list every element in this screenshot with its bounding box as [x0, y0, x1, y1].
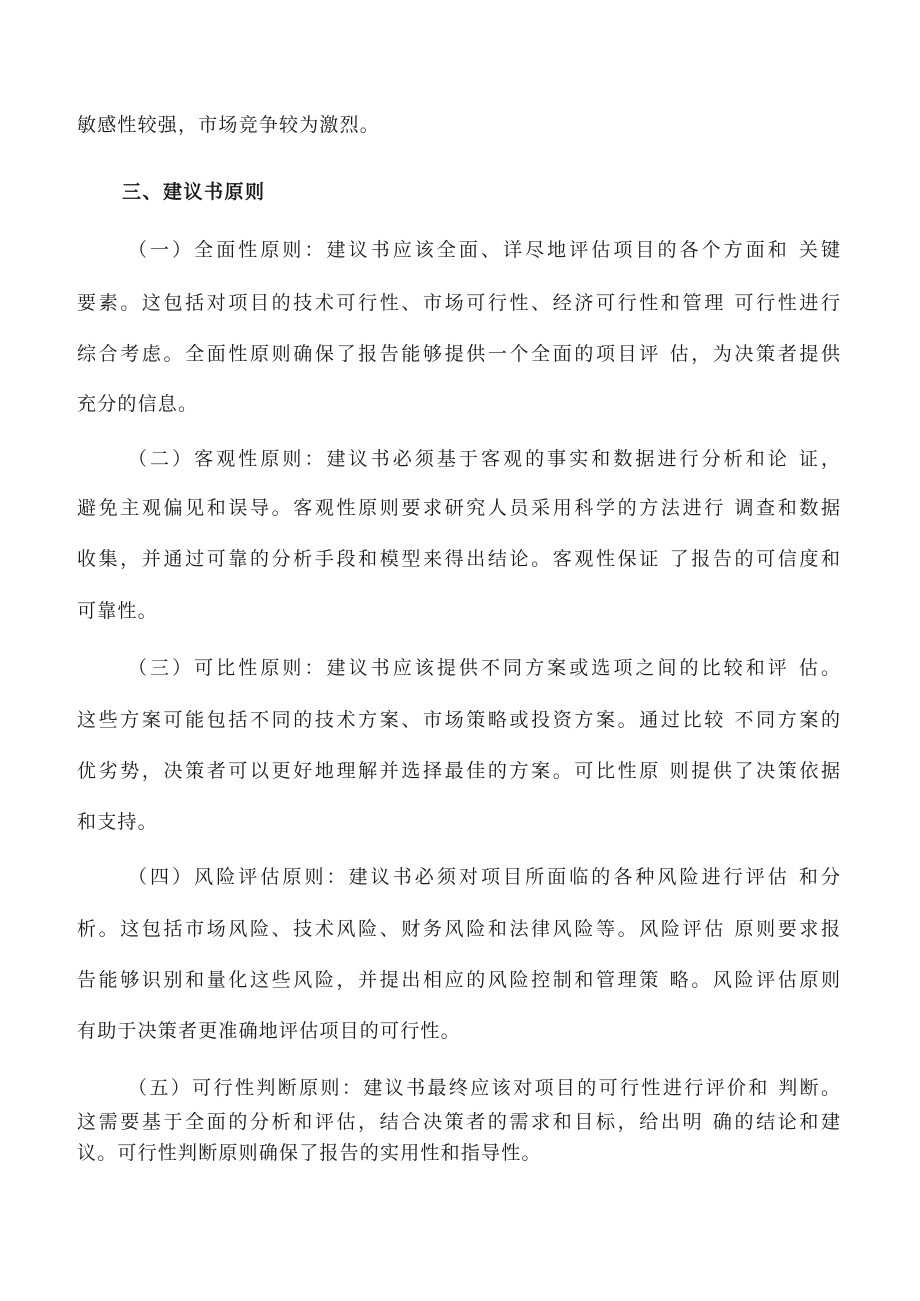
paragraph-3-line-3: 优劣势，决策者可以更好地理解并选择最佳的方案。可比性原 则提供了决策依据: [77, 760, 840, 782]
paragraph-4-line-4: 有助于决策者更准确地评估项目的可行性。: [77, 1020, 461, 1042]
section-heading: 三、建议书原则: [122, 181, 266, 203]
paragraph-2-line-4: 可靠性。: [77, 600, 158, 622]
paragraph-4-line-2: 析。这包括市场风险、技术风险、财务风险和法律风险等。风险评估 原则要求报: [77, 918, 840, 940]
paragraph-5-line-2: 这需要基于全面的分析和评估，结合决策者的需求和目标，给出明 确的结论和建: [77, 1111, 840, 1133]
paragraph-4-line-1: （四）风险评估原则：建议书必须对项目所面临的各种风险进行评估 和分: [128, 866, 840, 888]
paragraph-1-line-4: 充分的信息。: [77, 393, 199, 415]
paragraph-4-line-3: 告能够识别和量化这些风险，并提出相应的风险控制和管理策 略。风险评估原则: [77, 969, 840, 991]
paragraph-1-line-1: （一）全面性原则：建议书应该全面、详尽地评估项目的各个方面和 关键: [128, 239, 840, 261]
paragraph-3-line-4: 和支持。: [77, 811, 158, 833]
paragraph-3-line-1: （三）可比性原则：建议书应该提供不同方案或选项之间的比较和评 估。: [128, 657, 840, 679]
paragraph-2-line-2: 避免主观偏见和误导。客观性原则要求研究人员采用科学的方法进行 调查和数据: [77, 497, 840, 519]
paragraph-2-line-1: （二）客观性原则：建议书必须基于客观的事实和数据进行分析和论 证，: [128, 448, 840, 470]
paragraph-3-line-2: 这些方案可能包括不同的技术方案、市场策略或投资方案。通过比较 不同方案的: [77, 709, 840, 731]
paragraph-2-line-3: 收集，并通过可靠的分析手段和模型来得出结论。客观性保证 了报告的可信度和: [77, 548, 840, 570]
intro-tail-line: 敏感性较强，市场竞争较为激烈。: [77, 114, 381, 136]
paragraph-5-line-3: 议。可行性判断原则确保了报告的实用性和指导性。: [77, 1142, 542, 1164]
paragraph-1-line-3: 综合考虑。全面性原则确保了报告能够提供一个全面的项目评 估，为决策者提供: [77, 343, 840, 365]
paragraph-1-line-2: 要素。这包括对项目的技术可行性、市场可行性、经济可行性和管理 可行性进行: [77, 292, 840, 314]
paragraph-5-line-1: （五）可行性判断原则：建议书最终应该对项目的可行性进行评价和 判断。: [128, 1077, 840, 1099]
